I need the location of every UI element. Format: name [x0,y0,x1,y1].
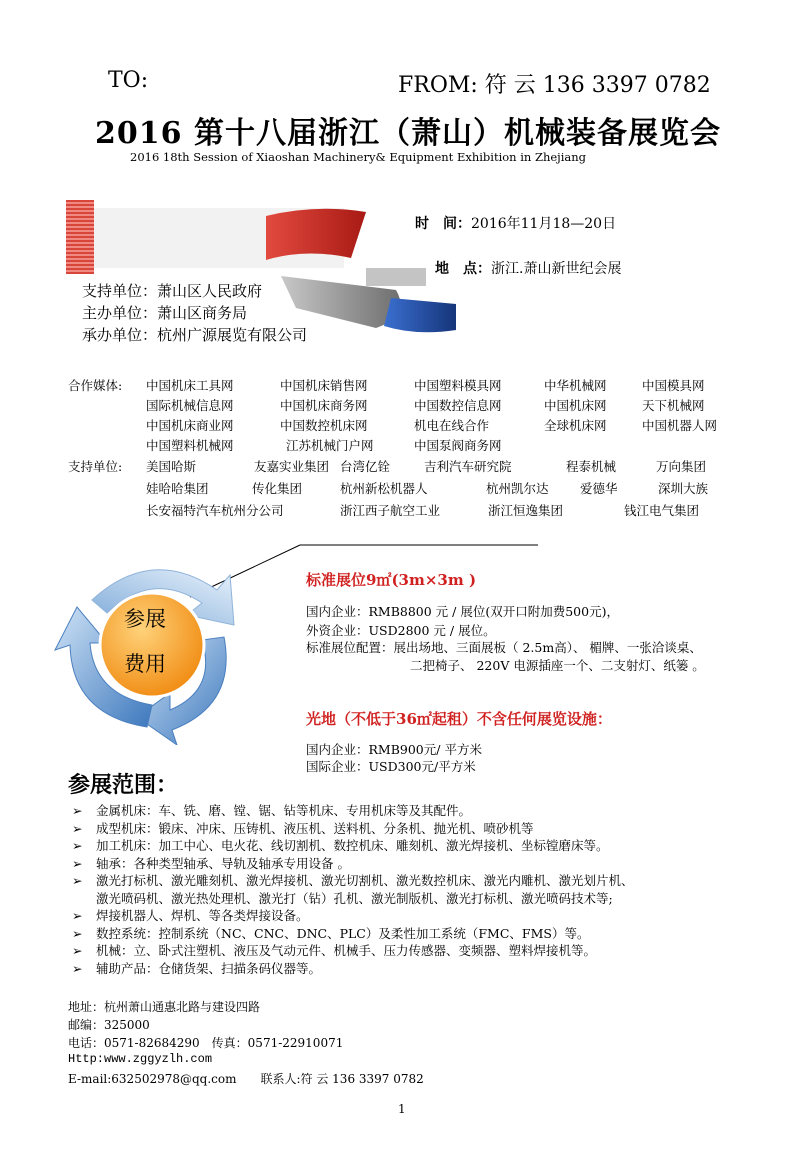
scope-item-text: 加工机床：加工中心、电火花、线切割机、数控机床、雕刻机、激光焊接机、坐标镗磨床等。 [96,838,609,853]
bullet-icon: ➢ [72,943,83,958]
media-item: 中国模具网 [642,378,705,393]
bullet-icon: ➢ [72,855,83,871]
supporter-item: 程泰机械 [566,459,617,474]
media-item: 中国泵阀商务网 [414,438,502,453]
page-number: 1 [398,1102,406,1116]
scope-item-text: 辅助产品：仓储货架、扫描条码仪器等。 [96,960,322,976]
supporters-label: 支持单位: [68,459,123,474]
contact-phone: 电话：0571-82684290 传真：0571-22910071 [68,1036,344,1050]
media-item: 中国数控信息网 [414,398,502,413]
place-value: 浙江.萧山新世纪会展 [491,261,622,277]
swoosh-blue [384,298,456,332]
supporter-item: 娃哈哈集团 [146,481,209,496]
supporter-item: 长安福特汽车杭州分公司 [146,503,284,518]
supporter-item: 吉利汽车研究院 [424,459,512,474]
bullet-icon: ➢ [72,908,83,923]
supporter-item: 浙江西子航空工业 [340,503,441,518]
standard-fee-line: 二把椅子、 220V 电源插座一个、二支射灯、纸篓 。 [410,658,705,673]
media-section [68,376,768,456]
media-item: 中国塑料机械网 [146,438,234,453]
supporter-item: 美国哈斯 [146,459,197,474]
fee-badge-line2: 费用 [124,652,166,676]
to-label: TO: [108,68,149,93]
organizer-value: 萧山区人民政府 [157,282,263,300]
bullet-icon: ➢ [72,820,83,836]
scope-item [72,925,634,943]
scope-item [72,802,634,820]
scope-item-text: 轴承：各种类型轴承、导轨及轴承专用设备 。 [96,855,350,871]
bullet-icon: ➢ [72,925,83,941]
red-bar [66,200,94,274]
scope-item-text: 焊接机器人、焊机、等各类焊接设备。 [96,908,309,923]
scope-list [72,802,634,977]
media-item: 中国机床销售网 [280,378,368,393]
raw-space-line: 国内企业：RMB900元/ 平方米 [306,742,482,757]
fee-badge-line1: 参展 [124,607,166,631]
contact-address: 地址：杭州萧山通惠北路与建设四路 [68,1000,261,1014]
media-item: 机电在线合作 [414,418,490,433]
contact-email: E-mail:632502978@qq.com 联系人:符 云 136 3397 0782 [68,1072,424,1086]
media-item: 中国机床工具网 [146,378,234,393]
media-item: 中国塑料模具网 [414,378,502,393]
media-item: 国际机械信息网 [146,398,234,413]
page-subtitle: 2016 18th Session of Xiaoshan Machinery& Equipment Exhibition in Zhejiang [130,150,587,164]
organizer-label: 支持单位： [82,282,158,300]
scope-item-text: 激光喷码机、激光热处理机、激光打（钻）孔机、激光制版机、激光打标机、激光喷码技术等; [96,890,613,906]
organizer-value: 萧山区商务局 [157,304,248,322]
scope-item-text: 成型机床：锻床、冲床、压铸机、液压机、送料机、分条机、抛光机、喷砂机等 [96,820,534,836]
fee-cycle-graphic [52,545,252,745]
bullet-icon: ➢ [72,838,83,853]
standard-fee-line: 标准展位配置：展出场地、三面展板（ 2.5m高）、 楣牌、一张洽谈桌、 [306,640,702,655]
event-place [435,258,621,278]
media-item: 中国机床商业网 [146,418,234,433]
scope-item-text: 激光打标机、激光雕刻机、激光焊接机、激光切割机、激光数控机床、激光内雕机、激光划片机、 [96,873,634,888]
supporters-section [68,457,788,521]
supporter-item: 钱江电气集团 [624,503,700,518]
scope-item-text: 金属机床：车、铣、磨、镗、锯、钻等机床、专用机床等及其配件。 [96,803,472,818]
media-item: 中华机械网 [544,378,607,393]
scope-item [72,890,634,908]
supporter-item: 台湾亿铨 [340,459,391,474]
organizer-value: 杭州广源展览有限公司 [157,326,308,344]
supporter-item: 传化集团 [252,481,303,496]
standard-fee-line: 国内企业：RMB8800 元 / 展位(双开口附加费500元)， [306,604,619,619]
supporter-item: 深圳大族 [658,481,709,496]
organizer-host [82,302,247,323]
organizer-label: 承办单位： [82,326,158,344]
swoosh-dark-edge [366,268,426,286]
event-time [415,213,616,233]
scope-item [72,960,634,978]
supporter-item: 杭州凯尔达 [486,481,549,496]
organizer-undertaker [82,324,307,345]
swoosh-red [266,209,366,260]
scope-item [72,942,634,960]
supporter-item: 杭州新松机器人 [340,481,428,496]
organizer-label: 主办单位： [82,304,158,322]
scope-item [72,837,634,855]
time-label: 时 间： [415,216,471,232]
contact-web: Http:www.zggyzlh.com [68,1052,213,1066]
supporter-item: 万向集团 [656,459,707,474]
supporter-item: 浙江恒逸集团 [488,503,564,518]
scope-item [72,855,634,873]
time-value: 2016年11月18—20日 [471,216,617,232]
bullet-icon: ➢ [72,803,83,818]
media-item: 中国机器人网 [642,418,718,433]
media-item: 中国机床商务网 [280,398,368,413]
supporter-item: 爱德华 [580,481,618,496]
media-item: 天下机械网 [642,398,705,413]
scope-title: 参展范围： [68,772,179,798]
raw-space-heading: 光地（不低于36㎡起租）不含任何展览设施： [306,710,612,728]
media-item: 全球机床网 [544,418,607,433]
scope-item [72,907,634,925]
scope-item [72,820,634,838]
standard-fee-line: 外资企业：USD2800 元 / 展位。 [306,623,496,638]
media-label: 合作媒体: [68,378,123,393]
media-item: 中国机床网 [544,398,607,413]
page-title: 2016 第十八届浙江（萧山）机械装备展览会 [95,116,721,151]
place-label: 地 点： [435,261,491,277]
scope-item [72,872,634,890]
bullet-icon: ➢ [72,873,83,888]
organizer-support [82,280,262,301]
scope-item-text: 机械：立、卧式注塑机、液压及气动元件、机械手、压力传感器、变频器、塑料焊接机等。 [96,943,597,958]
standard-booth-heading: 标准展位9㎡(3m×3m ) [306,571,477,589]
media-item: 江苏机械门户网 [286,438,374,453]
supporter-item: 友嘉实业集团 [254,459,330,474]
contact-postcode: 邮编：325000 [68,1018,150,1032]
media-item: 中国数控机床网 [280,418,368,433]
from-label: FROM: 符 云 136 3397 0782 [398,73,711,98]
bullet-icon: ➢ [72,960,83,976]
scope-item-text: 数控系统：控制系统（NC、CNC、DNC、PLC）及柔性加工系统（FMC、FMS）等。 [96,925,590,941]
raw-space-line: 国际企业：USD300元/平方米 [306,759,476,774]
